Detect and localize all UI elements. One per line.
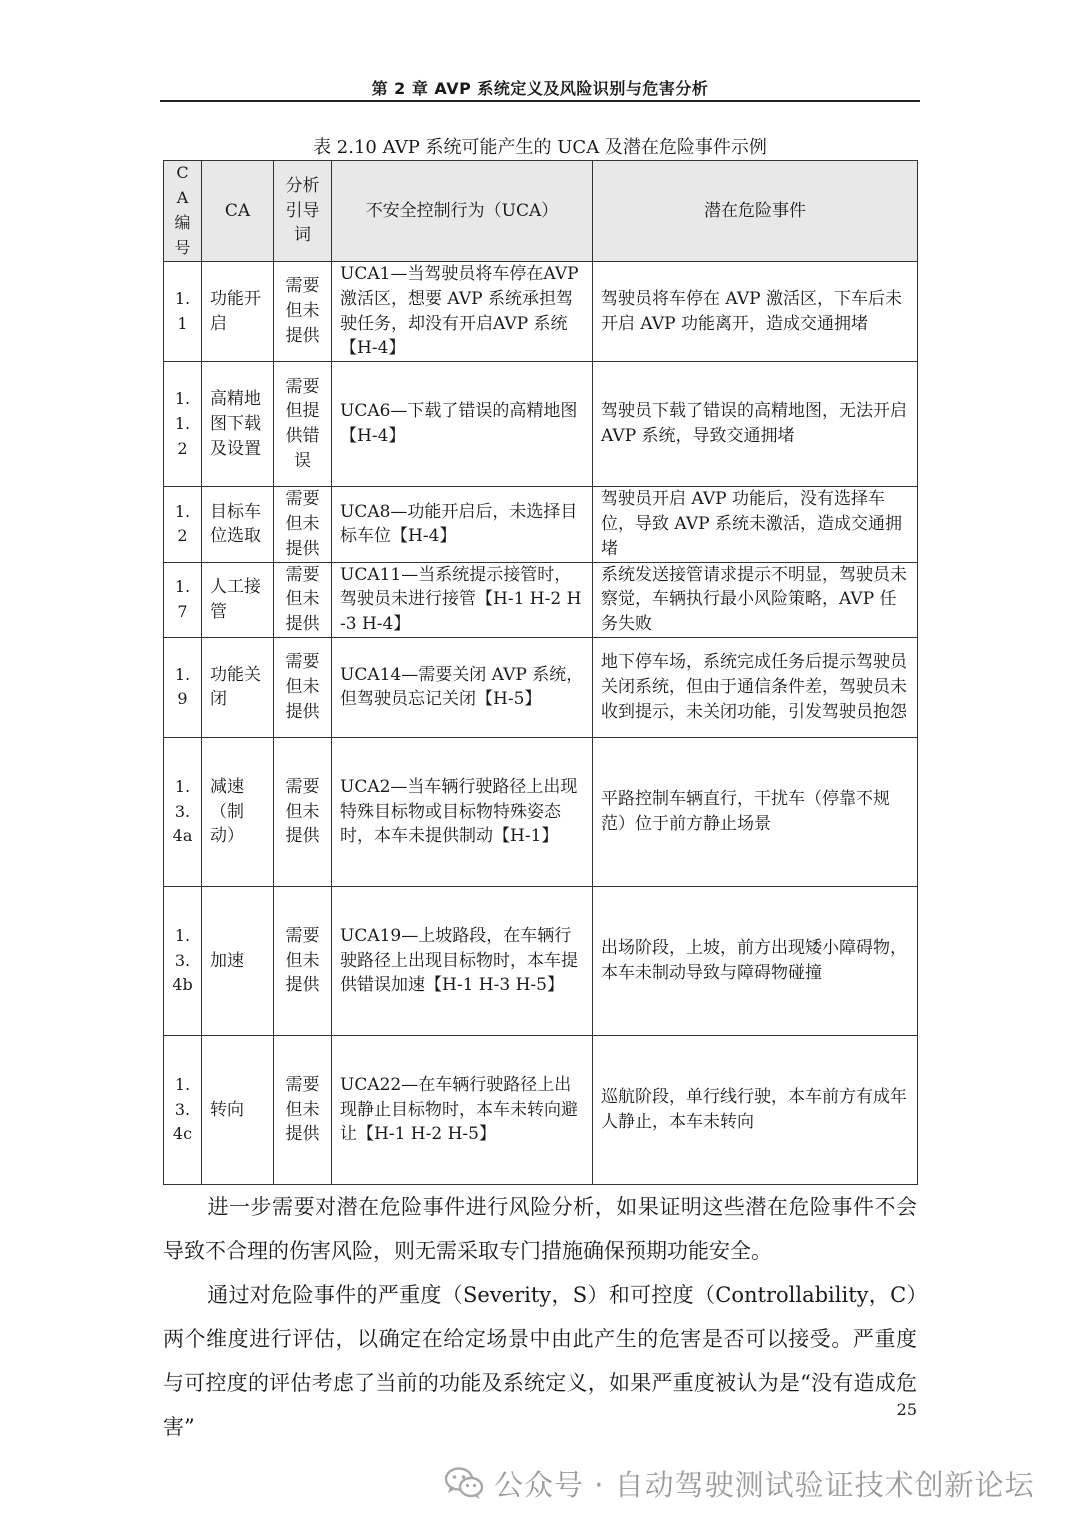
table-header-row bbox=[164, 161, 918, 262]
row-ca: 转向 bbox=[202, 1035, 274, 1184]
row-event: 驾驶员下载了错误的高精地图，无法开启 AVP 系统，导致交通拥堵 bbox=[593, 362, 918, 487]
row-guideword: 需要但未提供 bbox=[274, 262, 332, 362]
row-ca-id: 1.7 bbox=[164, 562, 202, 637]
table-row bbox=[164, 637, 918, 737]
row-ca: 加速 bbox=[202, 886, 274, 1035]
row-event: 驾驶员将车停在 AVP 激活区，下车后未开启 AVP 功能离开，造成交通拥堵 bbox=[593, 262, 918, 362]
table-row bbox=[164, 737, 918, 886]
row-event: 出场阶段，上坡，前方出现矮小障碍物，本车未制动导致与障碍物碰撞 bbox=[593, 886, 918, 1035]
table-row bbox=[164, 262, 918, 362]
row-ca-id: 1.3.4c bbox=[164, 1035, 202, 1184]
row-event: 驾驶员开启 AVP 功能后，没有选择车位，导致 AVP 系统未激活，造成交通拥堵 bbox=[593, 487, 918, 562]
uca-table bbox=[163, 160, 918, 1185]
table-row bbox=[164, 487, 918, 562]
row-guideword: 需要但未提供 bbox=[274, 637, 332, 737]
header-ca: CA bbox=[202, 161, 274, 262]
chapter-header: 第 2 章 AVP 系统定义及风险识别与危害分析 bbox=[371, 79, 709, 98]
row-guideword: 需要但未提供 bbox=[274, 1035, 332, 1184]
row-ca: 减速（制动） bbox=[202, 737, 274, 886]
row-uca: UCA1—当驾驶员将车停在AVP 激活区，想要 AVP 系统承担驾驶任务，却没有开启AVP 系统【H-4】 bbox=[332, 262, 593, 362]
row-ca: 功能开启 bbox=[202, 262, 274, 362]
row-ca-id: 1.3.4a bbox=[164, 737, 202, 886]
header-rule bbox=[160, 100, 920, 102]
table-row bbox=[164, 886, 918, 1035]
header-event: 潜在危险事件 bbox=[593, 161, 918, 262]
row-guideword: 需要但未提供 bbox=[274, 886, 332, 1035]
row-ca-id: 1.3.4b bbox=[164, 886, 202, 1035]
body-paragraph-2 bbox=[163, 1273, 917, 1449]
row-uca: UCA11—当系统提示接管时，驾驶员未进行接管【H-1 H-2 H-3 H-4】 bbox=[332, 562, 593, 637]
row-guideword: 需要但未提供 bbox=[274, 487, 332, 562]
row-ca-id: 1.1 bbox=[164, 262, 202, 362]
header-guideword: 分析引导词 bbox=[274, 161, 332, 262]
header-ca-id: CA编号 bbox=[164, 161, 202, 262]
page-number: 25 bbox=[896, 1400, 917, 1419]
row-ca: 目标车位选取 bbox=[202, 487, 274, 562]
row-uca: UCA19—上坡路段，在车辆行驶路径上出现目标物时，本车提供错误加速【H-1 H-3 H-5】 bbox=[332, 886, 593, 1035]
body-paragraph-1-text: 进一步需要对潜在危险事件进行风险分析，如果证明这些潜在危险事件不会导致不合理的伤害风险，则无需采取专门措施确保预期功能安全。 bbox=[163, 1195, 917, 1263]
body-paragraph-2-text: 通过对危险事件的严重度（Severity，S）和可控度（Controllability，C）两个维度进行评估，以确定在给定场景中由此产生的危害是否可以接受。严重度与可控度的评估考虑了当前的功能及系统定义，如果严重度被认为是“没有造成危害” bbox=[163, 1283, 917, 1439]
table-row bbox=[164, 562, 918, 637]
row-uca: UCA22—在车辆行驶路径上出现静止目标物时，本车未转向避让【H-1 H-2 H-5】 bbox=[332, 1035, 593, 1184]
body-paragraph-1 bbox=[163, 1185, 917, 1273]
table-row bbox=[164, 1035, 918, 1184]
row-event: 地下停车场，系统完成任务后提示驾驶员关闭系统，但由于通信条件差，驾驶员未收到提示，未关闭功能，引发驾驶员抱怨 bbox=[593, 637, 918, 737]
row-uca: UCA2—当车辆行驶路径上出现特殊目标物或目标物特殊姿态时，本车未提供制动【H-1】 bbox=[332, 737, 593, 886]
row-event: 平路控制车辆直行，干扰车（停靠不规范）位于前方静止场景 bbox=[593, 737, 918, 886]
row-ca: 人工接管 bbox=[202, 562, 274, 637]
watermark bbox=[444, 1461, 1054, 1505]
row-ca: 功能关闭 bbox=[202, 637, 274, 737]
row-ca-id: 1.9 bbox=[164, 637, 202, 737]
row-guideword: 需要但未提供 bbox=[274, 737, 332, 886]
row-uca: UCA8—功能开启后，未选择目标车位【H-4】 bbox=[332, 487, 593, 562]
row-event: 巡航阶段，单行线行驶，本车前方有成年人静止，本车未转向 bbox=[593, 1035, 918, 1184]
watermark-text: 公众号 · 自动驾驶测试验证技术创新论坛 bbox=[494, 1467, 1035, 1502]
table-row bbox=[164, 362, 918, 487]
row-ca: 高精地图下载及设置 bbox=[202, 362, 274, 487]
row-uca: UCA14—需要关闭 AVP 系统，但驾驶员忘记关闭【H-5】 bbox=[332, 637, 593, 737]
row-event: 系统发送接管请求提示不明显，驾驶员未察觉，车辆执行最小风险策略，AVP 任务失败 bbox=[593, 562, 918, 637]
row-guideword: 需要但未提供 bbox=[274, 562, 332, 637]
header-uca: 不安全控制行为（UCA） bbox=[332, 161, 593, 262]
wechat-icon bbox=[444, 1466, 484, 1500]
table-caption: 表 2.10 AVP 系统可能产生的 UCA 及潜在危险事件示例 bbox=[313, 137, 767, 158]
row-guideword: 需要但提供错误 bbox=[274, 362, 332, 487]
row-ca-id: 1.2 bbox=[164, 487, 202, 562]
row-ca-id: 1.1.2 bbox=[164, 362, 202, 487]
row-uca: UCA6—下载了错误的高精地图【H-4】 bbox=[332, 362, 593, 487]
